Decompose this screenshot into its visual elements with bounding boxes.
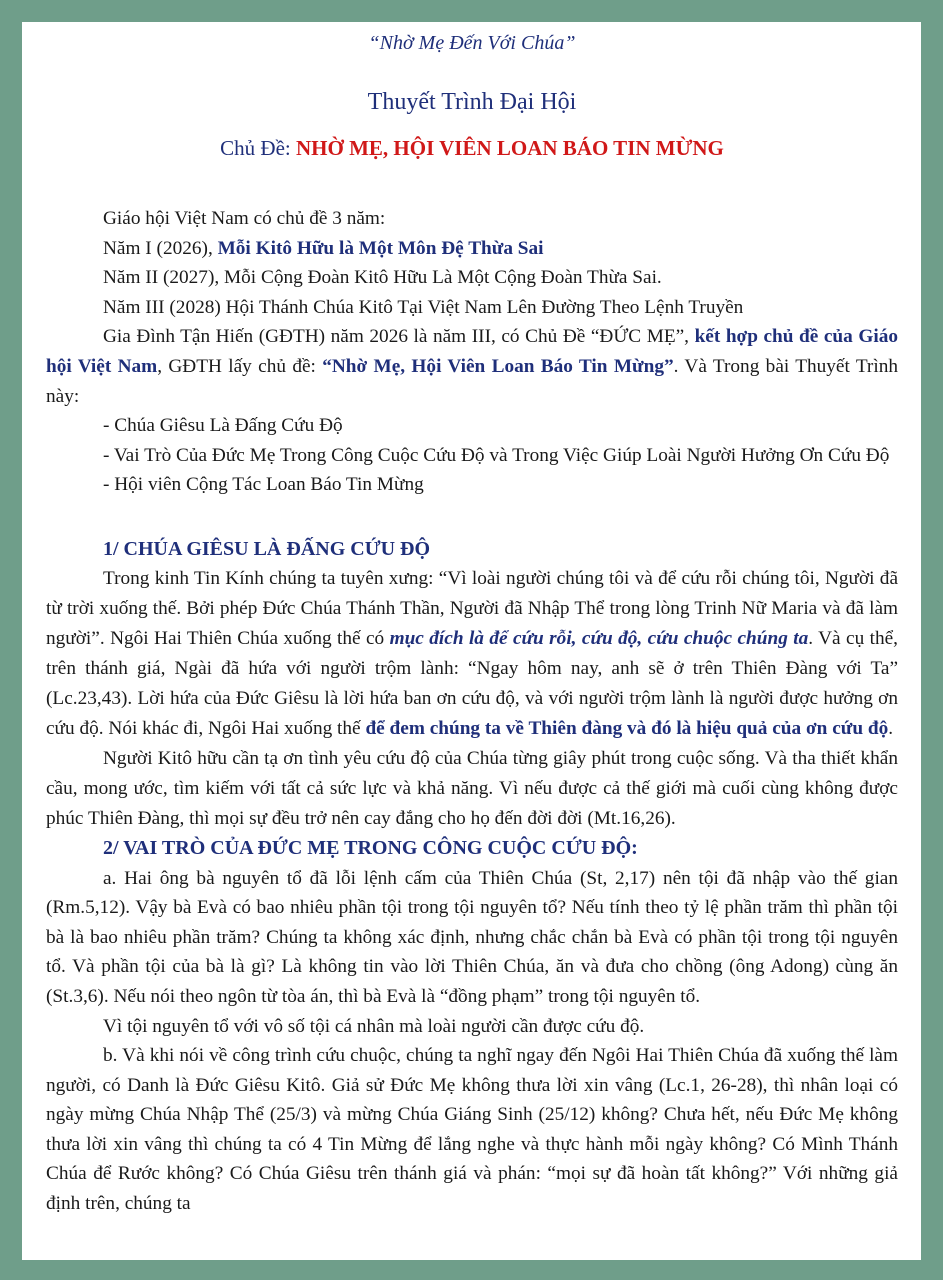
s1-text-e: . [888,717,894,739]
page-header: “Nhờ Mẹ Đến Với Chúa” [368,32,576,54]
section-two-paragraph-a: a. Hai ông bà nguyên tổ đã lỗi lệnh cấm của Thiên Chúa (St, 2,17) nên tội đã nhập vào thế gian (Rm.5,12). Vậy bà Evà có bao nhiêu phần tội trong tội nguyên tổ? Nếu tính theo tỷ lệ phần trăm thì phần tội bà là bao nhiêu phần trăm? Chúng ta không xác định, nhưng chắc chắn bà Evà có phần tội trong tội nguyên tổ. Và phần tội của bà là gì? Là không tin vào lời Thiên Chúa, ăn và đưa cho chồng (ông Adong) cùng ăn (St.3,6). Nếu nói theo ngôn từ tòa án, thì bà Evà là “đồng phạm” trong tội nguyên tổ. [46,867,898,1007]
section-one-paragraph-2: Người Kitô hữu cần tạ ơn tình yêu cứu độ của Chúa từng giây phút trong cuộc sống. Và tha thiết khẩn cầu, mong ước, tìm kiếm với tất cả sức lực và khả năng. Vì nếu được cả thế giới mà cuối cùng không được phúc Thiên Đàng, thì mọi sự đều trở nên cay đắng cho họ đến đời đời (Mt.16,26). [46,747,898,829]
outline-item-2: - Vai Trò Của Đức Mẹ Trong Công Cuộc Cứu Độ và Trong Việc Giúp Loài Người Hưởng Ơn Cứu Độ [103,444,890,466]
subject-value: NHỜ MẸ, HỘI VIÊN LOAN BÁO TIN MỪNG [296,136,724,160]
section-two-heading: 2/ VAI TRÒ CỦA ĐỨC MẸ TRONG CÔNG CUỘC CỨU ĐỘ: [103,836,638,859]
s1-text-a: Trong kinh Tin Kính chúng ta tuyên xưng: “Vì loài người chúng tôi và để cứu rỗi chúng tôi, Người đã từ trời xuống thế. Bởi phép Đức Chúa Thánh Thần, Người đã Nhập Thể trong lòng Trinh Nữ Maria và đã làm người”. Ngôi Hai Thiên Chúa xuống thế có [46,567,898,649]
subject-line [46,136,898,161]
intro-section [46,204,898,500]
year-one-theme: Mỗi Kitô Hữu là Một Môn Đệ Thừa Sai [217,237,544,259]
gdth-paragraph [46,322,898,411]
s1-emphasis-1: mục đích là để cứu rỗi, cứu độ, cứu chuộc chúng ta [389,627,809,649]
gdth-theme: “Nhờ Mẹ, Hội Viên Loan Báo Tin Mừng” [322,355,674,377]
year-two-line: Năm II (2027), Mỗi Cộng Đoàn Kitô Hữu Là Một Cộng Đoàn Thừa Sai. [103,267,662,289]
s1-emphasis-2: để đem chúng ta về Thiên đàng và đó là hiệu quả của ơn cứu độ [365,717,889,739]
document-page [22,22,921,1260]
gdth-text-c: , GĐTH lấy chủ đề: [157,355,323,377]
outline-item-3: - Hội viên Cộng Tác Loan Báo Tin Mừng [103,474,424,496]
subject-label: Chủ Đề: [220,136,296,160]
s1-text-c: . Và cụ thể, trên thánh giá, Ngài đã hứa với người trộm lành: “Ngay hôm nay, anh sẽ ở trên Thiên Đàng với Ta” (Lc.23,43). Lời hứa của Đức Giêsu là lời hứa ban ơn cứu độ, và với người trộm lành là người được hưởng ơn cứu độ. Nói khác đi, Ngôi Hai xuống thế [46,627,898,739]
page-title: Thuyết Trình Đại Hội [367,89,577,115]
gdth-text-b: kết hợp chủ đề của Giáo hội Việt Nam [46,326,898,377]
section-one-heading: 1/ CHÚA GIÊSU LÀ ĐẤNG CỨU ĐỘ [103,537,431,560]
year-three-line: Năm III (2028) Hội Thánh Chúa Kitô Tại Việt Nam Lên Đường Theo Lệnh Truyền [103,296,744,318]
section-two-paragraph-a2: Vì tội nguyên tổ với vô số tội cá nhân mà loài người cần được cứu độ. [103,1015,645,1037]
section-one-paragraph-1 [46,564,898,744]
year-one-prefix: Năm I (2026), [103,237,218,259]
outline-item-1: - Chúa Giêsu Là Đấng Cứu Độ [103,415,343,437]
intro-line: Giáo hội Việt Nam có chủ đề 3 năm: [103,208,386,229]
year-one-line [46,234,898,264]
gdth-text-e: . Và Trong bài Thuyết Trình này: [46,355,898,407]
section-two-paragraph-b: b. Và khi nói về công trình cứu chuộc, chúng ta nghĩ ngay đến Ngôi Hai Thiên Chúa đã xuống thế làm người, có Danh là Đức Giêsu Kitô. Giả sử Đức Mẹ không thưa lời xin vâng (Lc.1, 26-28), thì nhân loại có ngày mừng Chúa Nhập Thể (25/3) và mừng Chúa Giáng Sinh (25/12) không? Chưa hết, nếu Đức Mẹ không thưa lời xin vâng thì chúng ta có 4 Tin Mừng để lắng nghe và thực hành mỗi ngày không? Có Mình Thánh Chúa để Rước không? Có Chúa Giêsu trên thánh giá và phán: “mọi sự đã hoàn tất không?” Với những giả định trên, chúng ta [46,1045,898,1215]
document-content [46,22,898,1219]
section-one [46,534,898,834]
gdth-text-a: Gia Đình Tận Hiến (GĐTH) năm 2026 là năm III, có Chủ Đề “ĐỨC MẸ”, [103,326,695,348]
section-two [46,834,898,1219]
